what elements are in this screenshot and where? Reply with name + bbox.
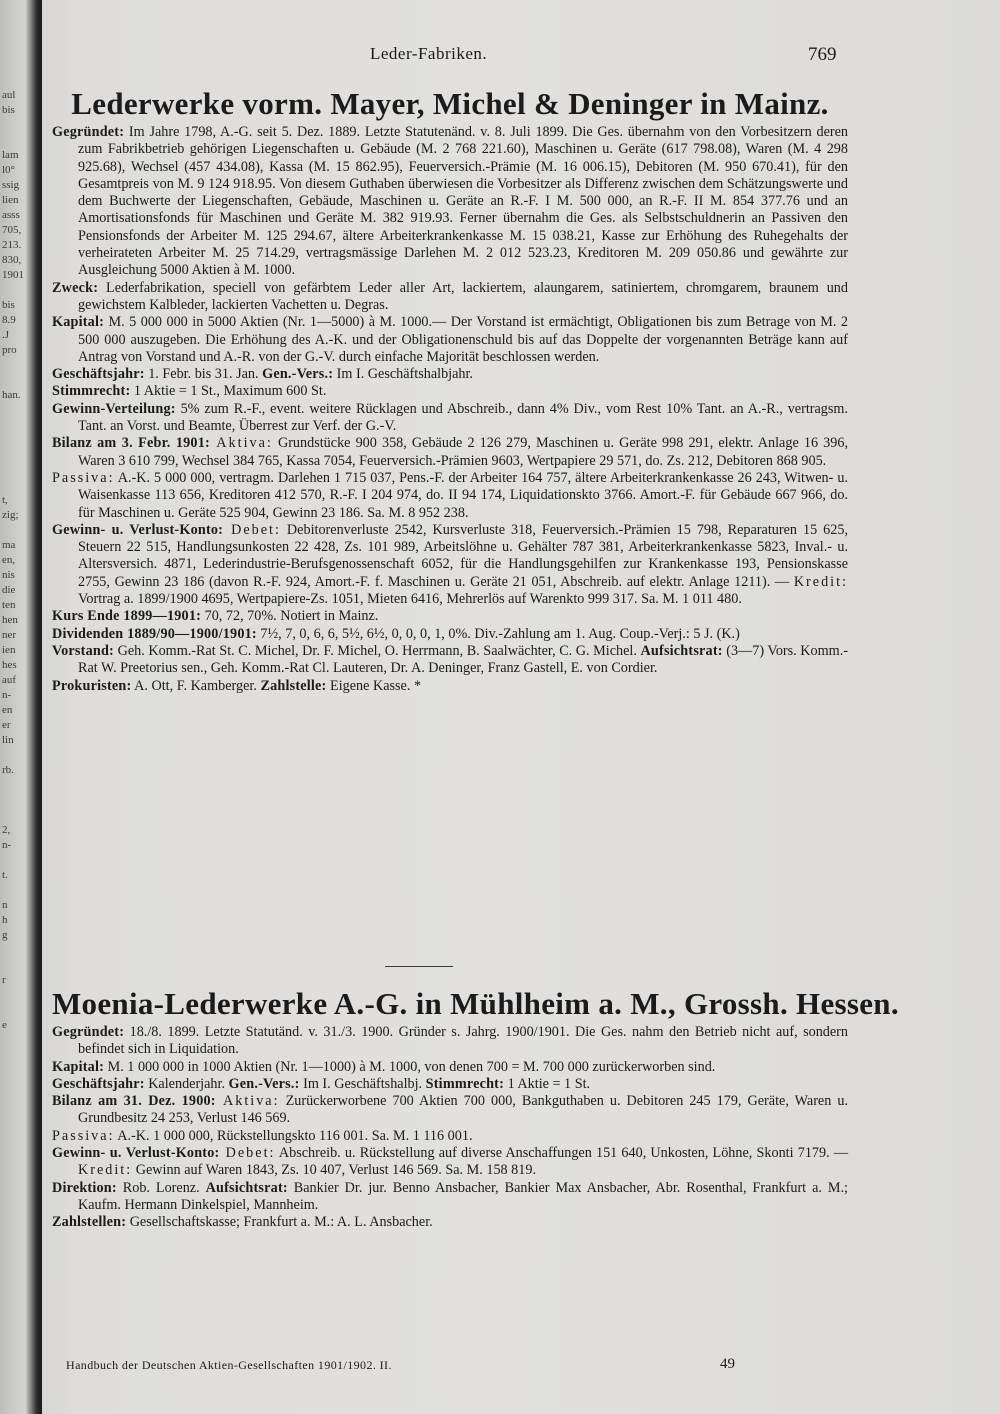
field-text: 18./8. 1899. Letzte Statutänd. v. 31./3. 1900. Gründer s. Jahrg. 1900/1901. Die Ges. nahm den Betrieb nicht auf, sondern befindet sich in Liquidation.	[78, 1024, 848, 1058]
field-text: Im I. Geschäftshalbjahr.	[333, 366, 473, 383]
field-label: Stimmrecht:	[425, 1075, 505, 1092]
field-text: Abschreib. u. Rückstellung auf diverse Anschaffungen 151 640, Unkosten, Löhne, Skonti 7179. —	[275, 1145, 849, 1162]
field-label: Zahlstelle:	[260, 677, 327, 694]
entry-paragraph	[52, 1093, 848, 1128]
field-label: Bilanz am 3. Febr. 1901:	[52, 435, 210, 452]
entry-paragraph	[52, 124, 848, 280]
field-label: Bilanz am 31. Dez. 1900:	[52, 1093, 216, 1110]
spaced-label: Kredit:	[793, 573, 848, 590]
entry-paragraph	[52, 626, 848, 643]
field-label: Zweck:	[52, 279, 99, 296]
field-label: Prokuristen:	[52, 677, 132, 694]
entry-paragraph	[52, 1145, 848, 1180]
section-divider	[385, 966, 453, 967]
field-label: Zahlstellen:	[52, 1214, 127, 1231]
field-text: 70, 72, 70%. Notiert in Mainz.	[201, 608, 379, 625]
spaced-label: Passiva:	[52, 1127, 115, 1144]
field-text: Gesellschaftskasse; Frankfurt a. M.: A. L. Ansbacher.	[126, 1214, 433, 1231]
field-label: Stimmrecht:	[52, 383, 131, 400]
field-text: M. 5 000 000 in 5000 Aktien (Nr. 1—5000) à M. 1000.— Der Vorstand ist ermächtigt, Obligationen bis zum Betrage von M. 2 500 000 auszugeben. Die Erhöhung des A.-K. und der Obligationenschuld bis auf das Doppelte der vorgenannten Beträge kann auf Antrag von Vorstand und A.-R. von der G.-V. durch einfache Majorität beschlossen werden.	[78, 314, 848, 365]
spaced-label: Aktiva:	[215, 1093, 280, 1110]
field-label: Gewinn-Verteilung:	[52, 400, 176, 417]
field-text: (3—7) Vors. Komm.-Rat W. Preetorius sen., Geh. Komm.-Rat Cl. Lauteren, Dr. A. Deninger, Franz Gastell, E. von Cordier.	[78, 642, 848, 677]
field-label: Gewinn- u. Verlust-Konto:	[52, 1145, 220, 1162]
spaced-label: Aktiva:	[209, 435, 273, 452]
field-text: Zurückerworbene 700 Aktien 700 000, Bankguthaben u. Debitoren 245 179, Geräte, Waren u. Grundbesitz 24 253, Verlust 146 569.	[78, 1093, 849, 1127]
entry-paragraph	[52, 366, 848, 383]
entry-paragraph	[52, 435, 848, 470]
page-number: 769	[808, 44, 837, 65]
field-text: Bankier Dr. jur. Benno Ansbacher, Bankier Max Ansbacher, Abr. Rosenthal, Frankfurt a. M.; Kaufm. Hermann Dinkelspiel, Mannheim.	[78, 1179, 848, 1213]
entry-paragraph	[52, 383, 848, 400]
field-label: Dividenden 1889/90—1900/1901:	[52, 625, 257, 642]
field-label: Gen.-Vers.:	[262, 366, 334, 383]
field-label: Vorstand:	[52, 642, 114, 659]
field-text: M. 1 000 000 in 1000 Aktien (Nr. 1—1000) à M. 1000, von denen 700 = M. 700 000 zurückerworben sind.	[104, 1058, 716, 1075]
entry-paragraph	[52, 678, 848, 695]
field-text: A.-K. 5 000 000, vertragm. Darlehen 1 715 037, Pens.-F. der Arbeiter 164 757, ältere Arbeiterkrankenkasse 26 243, Witwen- u. Waisenkasse 113 656, Kreditoren 412 570, R.-F. I 204 974, do. II 94 174, Liquidationskto 3766. Amort.-F. für Gebäude 667 966, do. für Maschinen u. Geräte 525 904, Gewinn 23 186. Sa. M. 8 952 238.	[78, 469, 848, 521]
entry-paragraph	[52, 280, 848, 315]
field-text: Eigene Kasse. *	[326, 677, 422, 694]
field-label: Gegründet:	[52, 1024, 125, 1040]
page-footer	[66, 1356, 766, 1376]
spaced-label: Kredit:	[78, 1162, 133, 1179]
entry-paragraph	[52, 643, 848, 678]
company-entry-body	[52, 1024, 848, 1232]
field-text: Lederfabrikation, speciell von gefärbtem Leder aller Art, lackiertem, alaungarem, satiniertem, chromgarem, braunem und gewichstem Kalbleder, lackierten Vachetten u. Degras.	[78, 279, 848, 313]
company-entry-body	[52, 124, 848, 695]
spaced-label: Debet:	[219, 1145, 276, 1162]
spaced-label: Debet:	[223, 521, 281, 538]
entry-paragraph	[52, 1024, 848, 1059]
field-text: A. Ott, F. Kamberger.	[131, 677, 261, 694]
field-text: Debitorenverluste 2542, Kursverluste 318, Feuerversich.-Prämien 15 798, Reparaturen 15 625, Steuern 22 515, Handlungsunkosten 22 428, Zs. 101 989, Arbeitslöhne u. Gehälter 787 381, Arbeiterkrankenkasse 5823, Inval.- u. Altersversich. 4871, Lederindustrie-Berufsgenossenschaft 6052, für die Handlungsgehilfen zur Krankenkasse 193, Pensionskasse 2755, Gewinn 23 186 (davon R.-F. 924, Amort.-F. f. Maschinen u. Geräte 21 051, Abschreib. auf elektr. Anlage 1211). —	[78, 521, 848, 590]
field-label: Aufsichtsrat:	[205, 1179, 288, 1196]
field-label: Direktion:	[52, 1179, 117, 1196]
company-entry-moenia-lederwerke	[52, 984, 899, 1232]
footer-publication: Handbuch der Deutschen Aktien-Gesellschaften 1901/1902. II.	[66, 1358, 392, 1372]
field-text: Vortrag a. 1899/1900 4695, Wertpapiere-Zs. 1051, Mieten 6416, Mehrerlös auf Warenkto 999 317. Sa. M. 1 011 480.	[78, 591, 742, 608]
field-label: Gegründet:	[52, 124, 125, 140]
field-text: Im I. Geschäftshalbj.	[299, 1075, 426, 1092]
field-label: Kapital:	[52, 1058, 105, 1075]
entry-paragraph	[52, 1214, 848, 1231]
entry-paragraph	[52, 1059, 848, 1076]
entry-paragraph	[52, 401, 848, 436]
field-text: Geh. Komm.-Rat St. C. Michel, Dr. F. Michel, O. Herrmann, B. Saalwächter, C. G. Michel.	[113, 642, 641, 659]
field-label: Gen.-Vers.:	[228, 1075, 300, 1092]
field-text: Grundstücke 900 358, Gebäude 2 126 279, Maschinen u. Geräte 998 291, elektr. Anlage 16 396, Waren 3 610 799, Wechsel 384 765, Kassa 7054, Feuerversich.-Prämien 9603, Wertpapiere 29 571, do. Zs. 212, Debitoren 868 905.	[78, 435, 848, 469]
entry-paragraph	[52, 522, 848, 608]
company-entry-mayer-michel-deninger	[52, 84, 848, 695]
field-text: Im Jahre 1798, A.-G. seit 5. Dez. 1889. Letzte Statutenänd. v. 8. Juli 1899. Die Ges. übernahm von den Vorbesitzern deren zum Fabrikbetrieb gehörigen Liegenschaften u. Gebäude (M. 2 768 221.60), Maschinen u. Geräte (617 798.08), Waren (M. 4 298 925.68), Wechsel (457 434.08), Kassa (M. 15 862.95), Feuerversich.-Prämie (M. 16 006.15), Debitoren (M. 950 670.41), für den Gesamtpreis von M. 9 124 918.95. Von diesem Guthaben überwiesen die Vorbesitzer als Differenz zwischen dem Schätzungswerte und dem Buchwerte der Liegenschaften, Gebäude, Maschinen u. Geräte an R.-F. I M. 500 000, an R.-F. II M. 854 377.76 und an Amortisationsfonds für Maschinen und Geräte M. 382 919.93. Ferner übernahm die Ges. als Selbstschuldnerin an Passiven den Pensionsfonds der Arbeiter M. 125 294.67, ältere Arbeiterkrankenkasse M. 15 038.21, Kasse zur Erhöhung des Ruhegehalts der verheirateten Arbeiter M. 25 714.29, vertragsmässige Darlehen M. 2 012 523.23, Kreditoren M. 209 050.86 und gewährte zur Ausgleichung 5000 Aktien à M. 1000.	[78, 124, 848, 279]
field-text: Gewinn auf Waren 1843, Zs. 10 407, Verlust 146 569. Sa. M. 158 819.	[132, 1162, 537, 1179]
entry-paragraph	[52, 1128, 848, 1145]
running-head-title: Leder-Fabriken.	[370, 44, 488, 63]
company-title: Lederwerke vorm. Mayer, Michel & Deninger in Mainz.	[71, 86, 829, 121]
entry-paragraph	[52, 1180, 848, 1215]
field-label: Geschäftsjahr:	[52, 1075, 145, 1092]
field-text: 7½, 7, 0, 6, 6, 5½, 6½, 0, 0, 0, 1, 0%. Div.-Zahlung am 1. Aug. Coup.-Verj.: 5 J. (K.)	[256, 625, 740, 642]
field-label: Gewinn- u. Verlust-Konto:	[52, 521, 224, 538]
field-text: 1 Aktie = 1 St.	[504, 1075, 591, 1092]
spaced-label: Passiva:	[52, 469, 115, 486]
running-head	[0, 44, 1000, 68]
field-label: Aufsichtsrat:	[640, 642, 723, 659]
field-label: Kapital:	[52, 314, 105, 331]
field-text: A.-K. 1 000 000, Rückstellungskto 116 001. Sa. M. 1 116 001.	[114, 1127, 473, 1144]
footer-signature-number: 49	[720, 1356, 735, 1372]
field-text: 1. Febr. bis 31. Jan.	[144, 366, 263, 383]
entry-paragraph	[52, 1076, 848, 1093]
gutter-fragments: aul bis lam l0° ssig lien asss 705, 213. 830, 1901 bis 8.9 .J pro han. t, zig; ma en, nis die ten hen ner ien hes auf n- en er lin rb. 2, n- t. n h g r e	[2, 89, 24, 1031]
entry-paragraph	[52, 608, 848, 625]
entry-paragraph	[52, 470, 848, 522]
field-text: 5% zum R.-F., event. weitere Rücklagen und Abschreib., dann 4% Div., vom Rest 10% Tant. an A.-R., vertragsm. Tant. an Vorst. und Beamte, Überrest zur Verf. der G.-V.	[78, 400, 848, 435]
field-label: Geschäftsjahr:	[52, 366, 145, 383]
field-text: Kalenderjahr.	[144, 1075, 229, 1092]
binding-gutter	[0, 0, 42, 1414]
entry-paragraph	[52, 314, 848, 366]
field-text: 1 Aktie = 1 St., Maximum 600 St.	[130, 383, 327, 400]
field-label: Kurs Ende 1899—1901:	[52, 608, 202, 625]
field-text: Rob. Lorenz.	[116, 1179, 206, 1196]
company-title: Moenia-Lederwerke A.-G. in Mühlheim a. M., Grossh. Hessen.	[52, 986, 899, 1021]
